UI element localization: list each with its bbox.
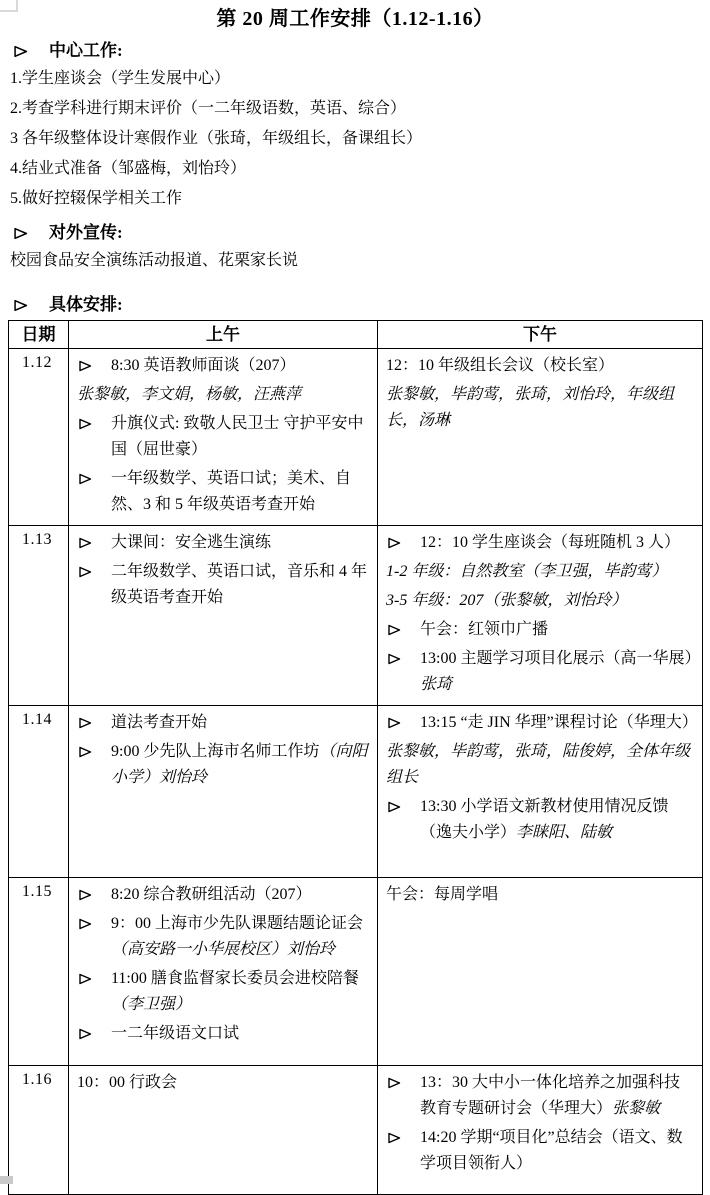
- list-item: 2.考查学科进行期末评价（一二年级语数，英语、综合）: [10, 100, 407, 117]
- schedule-note: [77, 382, 369, 408]
- schedule-note: [386, 353, 694, 379]
- morning-cell: [69, 526, 378, 706]
- schedule-note: [386, 382, 694, 434]
- arrow-bullet-icon: [79, 918, 92, 930]
- afternoon-cell: [378, 706, 703, 878]
- schedule-text: 12：10 学生座谈会（每班随机 3 人）: [420, 534, 681, 551]
- section-heading-text: 对外宣传:: [49, 223, 123, 242]
- schedule-names: 李睐阳、陆敏: [516, 824, 613, 841]
- schedule-table-body: [9, 349, 703, 1195]
- schedule-item: [77, 411, 369, 463]
- schedule-text: 午会：每周学唱: [386, 886, 499, 903]
- arrow-bullet-icon: [79, 537, 92, 549]
- table-header-row: [9, 321, 703, 349]
- schedule-text: 大课间：安全逃生演练: [111, 534, 272, 551]
- date-cell: 1.16: [9, 1066, 69, 1195]
- schedule-item: [77, 739, 369, 791]
- afternoon-cell: [378, 1066, 703, 1195]
- schedule-item: [386, 530, 694, 556]
- schedule-text: 二年级数学、英语口试，音乐和 4 年级英语考查开始: [111, 563, 368, 606]
- list-item: 1.学生座谈会（学生发展中心）: [10, 70, 231, 87]
- schedule-item: [77, 1021, 369, 1047]
- table-row: [9, 706, 703, 878]
- arrow-bullet-icon: [388, 801, 401, 813]
- arrow-bullet-icon: [388, 1077, 401, 1089]
- afternoon-cell: [378, 878, 703, 1066]
- col-header-afternoon: 下午: [378, 321, 703, 349]
- schedule-text: 13:00 主题学习项目化展示（高一华展）: [420, 650, 701, 667]
- arrow-bullet-icon: [388, 624, 401, 636]
- arrow-bullet-icon: [79, 889, 92, 901]
- table-row: [9, 878, 703, 1066]
- schedule-note: [386, 559, 694, 585]
- arrow-bullet-icon: [388, 653, 401, 665]
- arrow-bullet-icon: [14, 227, 29, 240]
- publicity-body: 校园食品安全演练活动报道、花栗家长说: [10, 252, 299, 269]
- schedule-text: 12：10 年级组长会议（校长室）: [386, 357, 615, 374]
- schedule-item: [386, 617, 694, 643]
- section-heading-text: 中心工作:: [49, 41, 123, 60]
- afternoon-cell: [378, 349, 703, 526]
- schedule-text: 11:00 膳食监督家长委员会进校陪餐: [111, 970, 359, 987]
- schedule-note: [386, 882, 694, 908]
- arrow-bullet-icon: [14, 299, 29, 312]
- schedule-item: [386, 1125, 694, 1177]
- schedule-item: [386, 1070, 694, 1122]
- schedule-text: 张黎敏，李文娟，杨敏，汪燕萍: [77, 386, 302, 403]
- schedule-text: 10：00 行政会: [77, 1074, 178, 1091]
- schedule-text: 午会：红领巾广播: [420, 621, 549, 638]
- section-heading-center-work: [8, 40, 702, 62]
- arrow-bullet-icon: [79, 360, 92, 372]
- morning-cell: [69, 349, 378, 526]
- arrow-bullet-icon: [14, 45, 29, 58]
- schedule-text: 一二年级语文口试: [111, 1025, 240, 1042]
- col-header-morning: 上午: [69, 321, 378, 349]
- section-heading-publicity: [8, 222, 702, 244]
- schedule-text: 9：00 上海市少先队课题结题论证会: [111, 915, 364, 932]
- schedule-text: 13:30 小学语文新教材使用情况反馈（逸夫小学）: [420, 798, 669, 841]
- arrow-bullet-icon: [79, 566, 92, 578]
- schedule-item: [77, 559, 369, 611]
- schedule-text: 张黎敏，毕韵莺，张琦，陆俊婷，全体年级组长: [386, 743, 691, 786]
- morning-cell: [69, 878, 378, 1066]
- schedule-text: 张黎敏，毕韵莺，张琦，刘怡玲，年级组长，汤琳: [386, 386, 675, 429]
- schedule-item: [386, 710, 698, 736]
- schedule-text: 13:15 “走 JIN 华理”课程讨论（华理大）: [420, 714, 698, 731]
- arrow-bullet-icon: [388, 537, 401, 549]
- section-heading-schedule: [8, 294, 702, 316]
- schedule-item: [77, 466, 369, 518]
- schedule-item: [77, 353, 369, 379]
- morning-cell: [69, 1066, 378, 1195]
- list-item: 3 各年级整体设计寒假作业（张琦，年级组长，备课组长）: [10, 130, 423, 147]
- schedule-item: [386, 646, 701, 698]
- screen-artifact-bottom-left: [0, 1176, 13, 1184]
- page-title: 第 20 周工作安排（1.12-1.16）: [216, 8, 494, 30]
- date-cell: 1.12: [9, 349, 69, 526]
- arrow-bullet-icon: [388, 1132, 401, 1144]
- arrow-bullet-icon: [79, 973, 92, 985]
- arrow-bullet-icon: [79, 473, 92, 485]
- screen-artifact-top-left: [0, 0, 18, 12]
- schedule-item: [77, 966, 369, 1018]
- schedule-text: 1-2 年级：自然教室（李卫强，毕韵莺）: [386, 563, 668, 580]
- arrow-bullet-icon: [79, 1028, 92, 1040]
- schedule-text: 14:20 学期“项目化”总结会（语文、数学项目领衔人）: [420, 1129, 683, 1172]
- date-cell: 1.14: [9, 706, 69, 878]
- schedule-text: 一年级数学、英语口试；美术、自然、3 和 5 年级英语考查开始: [111, 470, 352, 513]
- schedule-item: [77, 710, 369, 736]
- date-cell: 1.13: [9, 526, 69, 706]
- schedule-item: [77, 911, 369, 963]
- schedule-item: [386, 794, 694, 846]
- table-row: [9, 526, 703, 706]
- schedule-names: 张琦: [420, 676, 453, 693]
- schedule-text: 升旗仪式: 致敬人民卫士 守护平安中国（屈世豪）: [111, 415, 364, 458]
- afternoon-cell: [378, 526, 703, 706]
- morning-cell: [69, 706, 378, 878]
- schedule-item: [77, 882, 369, 908]
- schedule-note: [386, 588, 694, 614]
- table-row: [9, 349, 703, 526]
- date-cell: 1.15: [9, 878, 69, 1066]
- table-row: [9, 1066, 703, 1195]
- schedule-names: （高安路一小华展校区）刘怡玲: [111, 941, 336, 958]
- section-heading-text: 具体安排:: [49, 295, 123, 314]
- schedule-text: 道法考查开始: [111, 714, 208, 731]
- arrow-bullet-icon: [79, 746, 92, 758]
- schedule-note: [77, 1070, 369, 1096]
- arrow-bullet-icon: [79, 717, 92, 729]
- arrow-bullet-icon: [79, 418, 92, 430]
- schedule-text: 13：30 大中小一体化培养之加强科技教育专题研讨会（华理大）: [420, 1074, 681, 1117]
- schedule-table: [8, 320, 703, 1195]
- col-header-date: 日期: [9, 321, 69, 349]
- center-work-list: [8, 64, 702, 214]
- schedule-text: 3-5 年级：207（张黎敏，刘怡玲）: [386, 592, 628, 609]
- schedule-note: [386, 739, 694, 791]
- schedule-names: （李卫强）: [111, 996, 192, 1013]
- schedule-names: （向阳小学）刘怡玲: [111, 743, 368, 786]
- arrow-bullet-icon: [388, 717, 401, 729]
- schedule-text: 9:00 少先队上海市名师工作坊: [111, 743, 320, 760]
- list-item: 4.结业式准备（邹盛梅，刘怡玲）: [10, 160, 247, 177]
- schedule-text: 8:20 综合教研组活动（207）: [111, 886, 312, 903]
- schedule-names: 张黎敏: [612, 1100, 661, 1117]
- schedule-item: [77, 530, 369, 556]
- list-item: 5.做好控辍保学相关工作: [10, 190, 183, 207]
- schedule-text: 8:30 英语教师面谈（207）: [111, 357, 296, 374]
